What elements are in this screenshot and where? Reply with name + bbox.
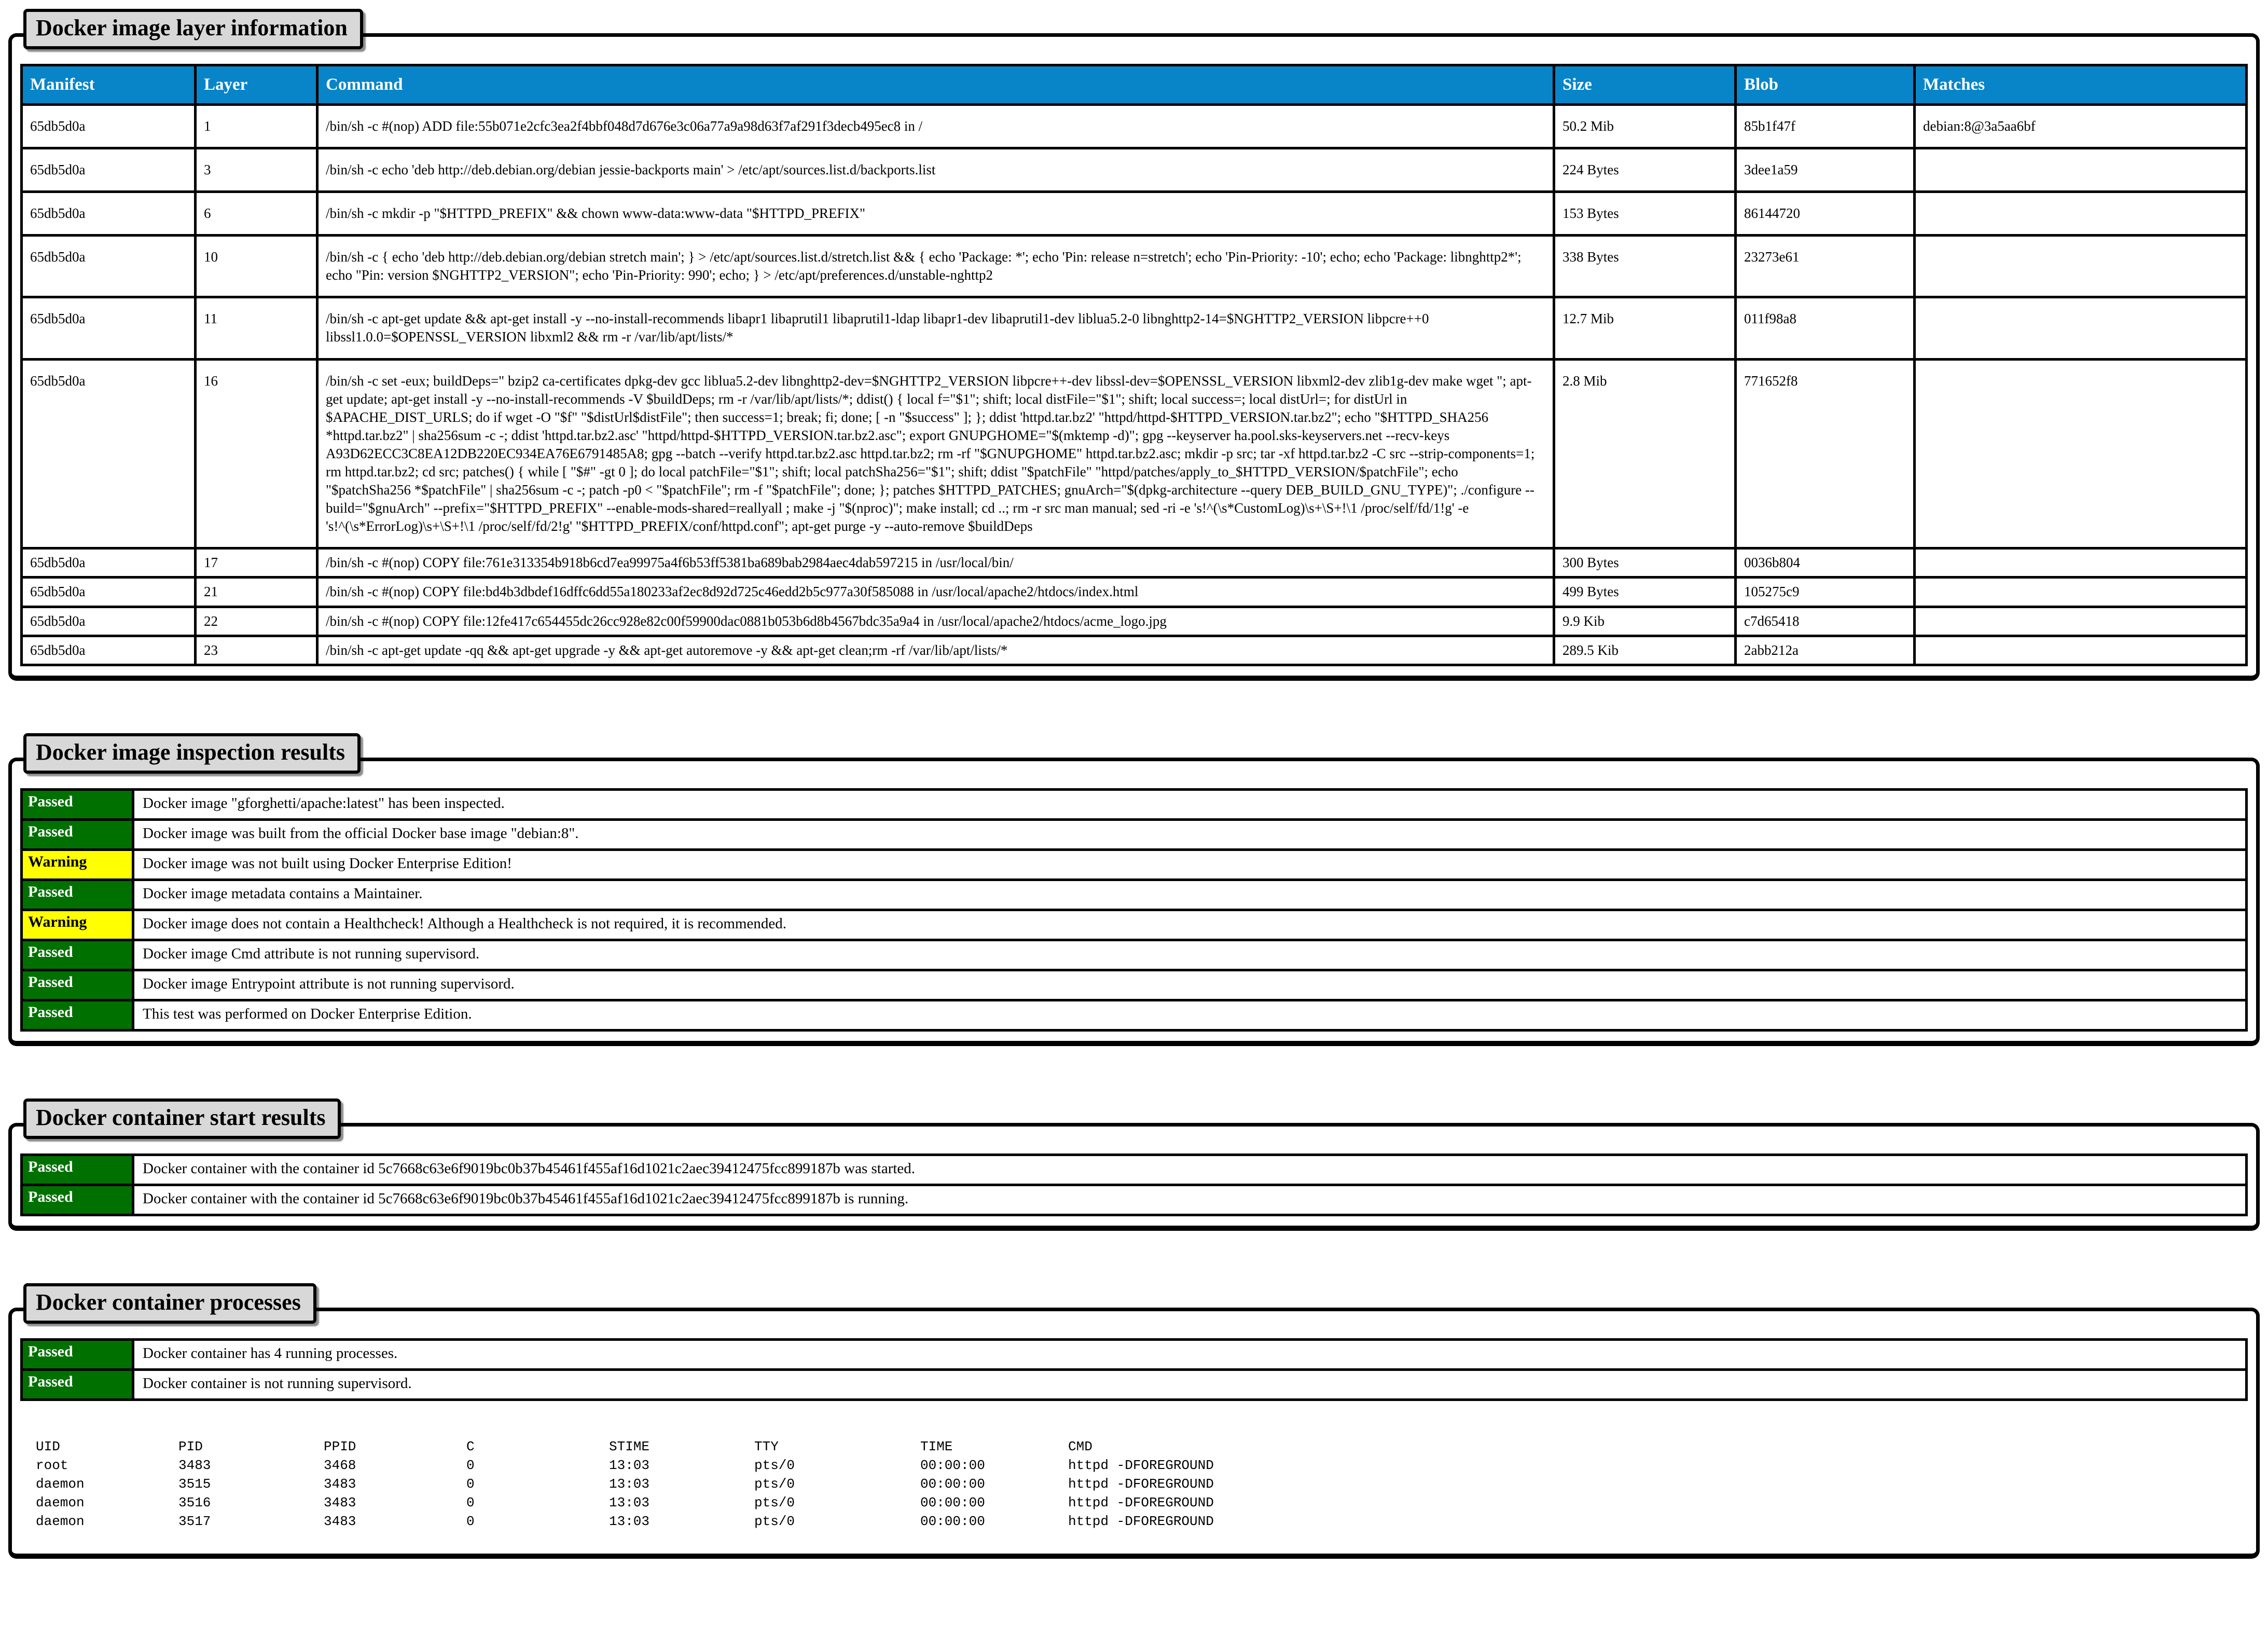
ps-ppid: 3468 <box>324 1457 356 1473</box>
result-message: Docker container is not running supervisord. <box>133 1369 2247 1399</box>
table-row <box>22 148 2247 191</box>
matches-cell <box>1915 192 2247 236</box>
section-title: Docker image inspection results <box>23 733 361 774</box>
blob-cell: 0036b804 <box>1736 548 1915 578</box>
process-results-table <box>20 1338 2248 1401</box>
table-row <box>22 104 2247 148</box>
manifest-cell: 65db5d0a <box>22 148 196 191</box>
process-listing <box>36 1437 1214 1531</box>
result-message: Docker image does not contain a Healthcheck! Although a Healthcheck is not required, it is recommended. <box>133 910 2247 940</box>
status-badge: Passed <box>22 1155 133 1185</box>
result-row <box>22 1000 2247 1030</box>
blob-cell: 2abb212a <box>1736 636 1915 665</box>
ps-ppid: 3483 <box>324 1476 356 1492</box>
table-row <box>22 636 2247 665</box>
result-row <box>22 880 2247 910</box>
ps-tty: pts/0 <box>754 1513 795 1529</box>
ps-c: 0 <box>466 1457 475 1473</box>
table-row <box>22 297 2247 359</box>
manifest-cell: 65db5d0a <box>22 104 196 148</box>
ps-stime: 13:03 <box>609 1457 650 1473</box>
result-message: Docker image Cmd attribute is not running supervisord. <box>133 940 2247 970</box>
manifest-cell: 65db5d0a <box>22 636 196 665</box>
manifest-cell: 65db5d0a <box>22 359 196 548</box>
command-cell: /bin/sh -c apt-get update -qq && apt-get upgrade -y && apt-get autoremove -y && apt-get clean;rm -rf /var/lib/apt/lists/* <box>317 636 1554 665</box>
ps-column-stime: STIME <box>609 1438 650 1454</box>
ps-uid: daemon <box>36 1513 85 1529</box>
ps-column-ppid: PPID <box>324 1438 356 1454</box>
ps-column-tty: TTY <box>754 1438 779 1454</box>
manifest-cell: 65db5d0a <box>22 548 196 578</box>
layer-cell: 6 <box>196 192 317 236</box>
status-badge: Passed <box>22 1185 133 1215</box>
matches-cell <box>1915 297 2247 359</box>
blob-cell: 23273e61 <box>1736 236 1915 297</box>
column-header-matches: Matches <box>1915 65 2247 105</box>
size-cell: 300 Bytes <box>1554 548 1736 578</box>
ps-cmd: httpd -DFOREGROUND <box>1068 1457 1214 1473</box>
layer-cell: 22 <box>196 607 317 636</box>
column-header-manifest: Manifest <box>22 65 196 105</box>
status-badge: Passed <box>22 940 133 970</box>
status-badge: Passed <box>22 1339 133 1369</box>
table-row <box>22 359 2247 548</box>
table-row <box>22 192 2247 236</box>
ps-pid: 3483 <box>178 1457 211 1473</box>
layer-cell: 10 <box>196 236 317 297</box>
process-row <box>36 1475 1214 1493</box>
ps-column-uid: UID <box>36 1438 60 1454</box>
layer-cell: 17 <box>196 548 317 578</box>
layer-cell: 11 <box>196 297 317 359</box>
result-message: Docker container with the container id 5c7668c63e6f9019bc0b37b45461f455af16d1021c2aec39412475fcc899187b was started. <box>133 1155 2247 1185</box>
inspection-results-table <box>20 788 2248 1032</box>
process-row <box>36 1512 1214 1531</box>
ps-tty: pts/0 <box>754 1457 795 1473</box>
result-message: Docker image Entrypoint attribute is not running supervisord. <box>133 970 2247 1000</box>
status-badge: Passed <box>22 970 133 1000</box>
command-cell: /bin/sh -c set -eux; buildDeps=" bzip2 ca-certificates dpkg-dev gcc liblua5.2-dev libnghttp2-dev=$NGHTTP2_VERSION libpcre++-dev libssl-dev=$OPENSSL_VERSION libxml2-dev zlib1g-dev make wget "; apt-get update; apt-get install -y --no-install-recommends -V $buildDeps; rm -r /var/lib/apt/lists/*; ddist() { local f="$1"; shift; local distFile="$1"; shift; local success=; local distUrl=; for distUrl in $APACHE_DIST_URLS; do if wget -O "$f" "$distUrl$distFile"; then success=1; break; fi; done; [ -n "$success" ]; }; ddist 'httpd.tar.bz2' "httpd/httpd-$HTTPD_VERSION.tar.bz2"; echo "$HTTPD_SHA256 *httpd.tar.bz2" | sha256sum -c -; ddist 'httpd.tar.bz2.asc' "httpd/httpd-$HTTPD_VERSION.tar.bz2.asc"; export GNUPGHOME="$(mktemp -d)"; gpg --keyserver ha.pool.sks-keyservers.net --recv-keys A93D62ECC3C8EA12DB220EC934EA76E6791485A8; gpg --batch --verify httpd.tar.bz2.asc httpd.tar.bz2; rm -rf "$GNUPGHOME" httpd.tar.bz2.asc; mkdir -p src; tar -xf httpd.tar.bz2 -C src --strip-components=1; rm httpd.tar.bz2; cd src; patches() { while [ "$#" -gt 0 ]; do local patchFile="$1"; shift; local patchSha256="$1"; shift; ddist "$patchFile" "httpd/patches/apply_to_$HTTPD_VERSION/$patchFile"; echo "$patchSha256 *$patchFile" | sha256sum -c -; patch -p0 < "$patchFile"; rm -f "$patchFile"; done; }; patches $HTTPD_PATCHES; gnuArch="$(dpkg-architecture --query DEB_BUILD_GNU_TYPE)"; ./configure --build="$gnuArch" --prefix="$HTTPD_PREFIX" --enable-mods-shared=reallyall ; make -j "$(nproc)"; make install; cd ..; rm -r src man manual; sed -ri -e 's!^(\s*CustomLog)\s+\S+!\1 /proc/self/fd/1!g' -e 's!^(\s*ErrorLog)\s+\S+!\1 /proc/self/fd/2!g' "$HTTPD_PREFIX/conf/httpd.conf"; apt-get purge -y --auto-remove $buildDeps <box>317 359 1554 548</box>
blob-cell: 3dee1a59 <box>1736 148 1915 191</box>
matches-cell <box>1915 148 2247 191</box>
manifest-cell: 65db5d0a <box>22 607 196 636</box>
result-row <box>22 1339 2247 1369</box>
start-results-table <box>20 1153 2248 1216</box>
section-container-start-results <box>8 1104 2260 1231</box>
command-cell: /bin/sh -c #(nop) COPY file:761e313354b918b6cd7ea99975a4f6b53ff5381ba689bab2984aec4dab597215 in /usr/local/bin/ <box>317 548 1554 578</box>
layer-cell: 23 <box>196 636 317 665</box>
process-header-row <box>36 1437 1214 1456</box>
matches-cell <box>1915 359 2247 548</box>
matches-cell <box>1915 578 2247 607</box>
ps-tty: pts/0 <box>754 1494 795 1510</box>
result-row <box>22 1155 2247 1185</box>
layer-table-header-row <box>22 65 2247 105</box>
result-message: Docker image was built from the official Docker base image "debian:8". <box>133 819 2247 849</box>
matches-cell: debian:8@3a5aa6bf <box>1915 104 2247 148</box>
command-cell: /bin/sh -c apt-get update && apt-get install -y --no-install-recommends libapr1 libaprutil1 libaprutil1-ldap libapr1-dev libaprutil1-dev liblua5.2-0 libnghttp2-14=$NGHTTP2_VERSION libpcre++0 libssl1.0.0=$OPENSSL_VERSION libxml2 && rm -r /var/lib/apt/lists/* <box>317 297 1554 359</box>
process-row <box>36 1493 1214 1512</box>
ps-column-time: TIME <box>920 1438 953 1454</box>
manifest-cell: 65db5d0a <box>22 192 196 236</box>
size-cell: 499 Bytes <box>1554 578 1736 607</box>
column-header-blob: Blob <box>1736 65 1915 105</box>
blob-cell: c7d65418 <box>1736 607 1915 636</box>
command-cell: /bin/sh -c #(nop) ADD file:55b071e2cfc3ea2f4bbf048d7d676e3c06a77a9a98d63f7af291f3decb495ec8 in / <box>317 104 1554 148</box>
manifest-cell: 65db5d0a <box>22 236 196 297</box>
command-cell: /bin/sh -c #(nop) COPY file:bd4b3dbdef16dffc6dd55a180233af2ec8d92d725c46edd2b5c977a30f585088 in /usr/local/apache2/htdocs/index.html <box>317 578 1554 607</box>
blob-cell: 105275c9 <box>1736 578 1915 607</box>
ps-uid: daemon <box>36 1494 85 1510</box>
blob-cell: 85b1f47f <box>1736 104 1915 148</box>
blob-cell: 86144720 <box>1736 192 1915 236</box>
matches-cell <box>1915 607 2247 636</box>
result-row <box>22 789 2247 819</box>
ps-stime: 13:03 <box>609 1476 650 1492</box>
ps-time: 00:00:00 <box>920 1457 985 1473</box>
ps-column-c: C <box>466 1438 475 1454</box>
size-cell: 224 Bytes <box>1554 148 1736 191</box>
section-image-inspection-results <box>8 739 2260 1046</box>
section-image-layer-information <box>8 15 2260 681</box>
table-row <box>22 236 2247 297</box>
matches-cell <box>1915 236 2247 297</box>
result-message: Docker image was not built using Docker Enterprise Edition! <box>133 849 2247 880</box>
size-cell: 153 Bytes <box>1554 192 1736 236</box>
status-badge: Passed <box>22 880 133 910</box>
table-row <box>22 548 2247 578</box>
ps-cmd: httpd -DFOREGROUND <box>1068 1476 1214 1492</box>
column-header-command: Command <box>317 65 1554 105</box>
command-cell: /bin/sh -c { echo 'deb http://deb.debian.org/debian stretch main'; } > /etc/apt/sources.list.d/stretch.list && { echo 'Package: *'; echo 'Pin: release n=stretch'; echo 'Pin-Priority: -10'; echo; echo 'Package: libnghttp2*'; echo "Pin: version $NGHTTP2_VERSION"; echo 'Pin-Priority: 990'; echo; } > /etc/apt/preferences.d/unstable-nghttp2 <box>317 236 1554 297</box>
result-row <box>22 1369 2247 1399</box>
ps-tty: pts/0 <box>754 1476 795 1492</box>
ps-cmd: httpd -DFOREGROUND <box>1068 1494 1214 1510</box>
result-message: Docker container has 4 running processes. <box>133 1339 2247 1369</box>
result-row <box>22 1185 2247 1215</box>
status-badge: Warning <box>22 910 133 940</box>
result-message: Docker image "gforghetti/apache:latest" has been inspected. <box>133 789 2247 819</box>
size-cell: 50.2 Mib <box>1554 104 1736 148</box>
process-row <box>36 1456 1214 1475</box>
result-row <box>22 910 2247 940</box>
ps-pid: 3516 <box>178 1494 211 1510</box>
result-message: Docker image metadata contains a Maintainer. <box>133 880 2247 910</box>
size-cell: 2.8 Mib <box>1554 359 1736 548</box>
matches-cell <box>1915 636 2247 665</box>
size-cell: 338 Bytes <box>1554 236 1736 297</box>
section-container-processes <box>8 1289 2260 1559</box>
table-row <box>22 607 2247 636</box>
command-cell: /bin/sh -c echo 'deb http://deb.debian.org/debian jessie-backports main' > /etc/apt/sources.list.d/backports.list <box>317 148 1554 191</box>
manifest-cell: 65db5d0a <box>22 578 196 607</box>
command-cell: /bin/sh -c #(nop) COPY file:12fe417c654455dc26cc928e82c00f59900dac0881b053b6d8b4567bdc35a9a4 in /usr/local/apache2/htdocs/acme_logo.jpg <box>317 607 1554 636</box>
ps-c: 0 <box>466 1494 475 1510</box>
ps-uid: daemon <box>36 1476 85 1492</box>
ps-time: 00:00:00 <box>920 1494 985 1510</box>
section-title: Docker container start results <box>23 1098 341 1139</box>
ps-ppid: 3483 <box>324 1513 356 1529</box>
ps-column-cmd: CMD <box>1068 1438 1092 1454</box>
ps-stime: 13:03 <box>609 1513 650 1529</box>
ps-cmd: httpd -DFOREGROUND <box>1068 1513 1214 1529</box>
ps-uid: root <box>36 1457 68 1473</box>
ps-column-pid: PID <box>178 1438 203 1454</box>
layer-cell: 1 <box>196 104 317 148</box>
layer-cell: 21 <box>196 578 317 607</box>
blob-cell: 011f98a8 <box>1736 297 1915 359</box>
table-row <box>22 578 2247 607</box>
layer-cell: 3 <box>196 148 317 191</box>
section-title: Docker container processes <box>23 1283 316 1324</box>
result-message: Docker container with the container id 5c7668c63e6f9019bc0b37b45461f455af16d1021c2aec39412475fcc899187b is running. <box>133 1185 2247 1215</box>
column-header-layer: Layer <box>196 65 317 105</box>
ps-c: 0 <box>466 1513 475 1529</box>
result-row <box>22 970 2247 1000</box>
size-cell: 12.7 Mib <box>1554 297 1736 359</box>
ps-pid: 3517 <box>178 1513 211 1529</box>
matches-cell <box>1915 548 2247 578</box>
ps-time: 00:00:00 <box>920 1476 985 1492</box>
ps-ppid: 3483 <box>324 1494 356 1510</box>
status-badge: Passed <box>22 1000 133 1030</box>
status-badge: Passed <box>22 789 133 819</box>
status-badge: Passed <box>22 1369 133 1399</box>
manifest-cell: 65db5d0a <box>22 297 196 359</box>
ps-c: 0 <box>466 1476 475 1492</box>
result-row <box>22 940 2247 970</box>
blob-cell: 771652f8 <box>1736 359 1915 548</box>
ps-stime: 13:03 <box>609 1494 650 1510</box>
command-cell: /bin/sh -c mkdir -p "$HTTPD_PREFIX" && chown www-data:www-data "$HTTPD_PREFIX" <box>317 192 1554 236</box>
size-cell: 9.9 Kib <box>1554 607 1736 636</box>
column-header-size: Size <box>1554 65 1736 105</box>
result-row <box>22 819 2247 849</box>
status-badge: Warning <box>22 849 133 880</box>
layer-table <box>20 64 2248 666</box>
layer-cell: 16 <box>196 359 317 548</box>
ps-pid: 3515 <box>178 1476 211 1492</box>
result-message: This test was performed on Docker Enterprise Edition. <box>133 1000 2247 1030</box>
size-cell: 289.5 Kib <box>1554 636 1736 665</box>
section-title: Docker image layer information <box>23 9 363 49</box>
ps-time: 00:00:00 <box>920 1513 985 1529</box>
result-row <box>22 849 2247 880</box>
status-badge: Passed <box>22 819 133 849</box>
